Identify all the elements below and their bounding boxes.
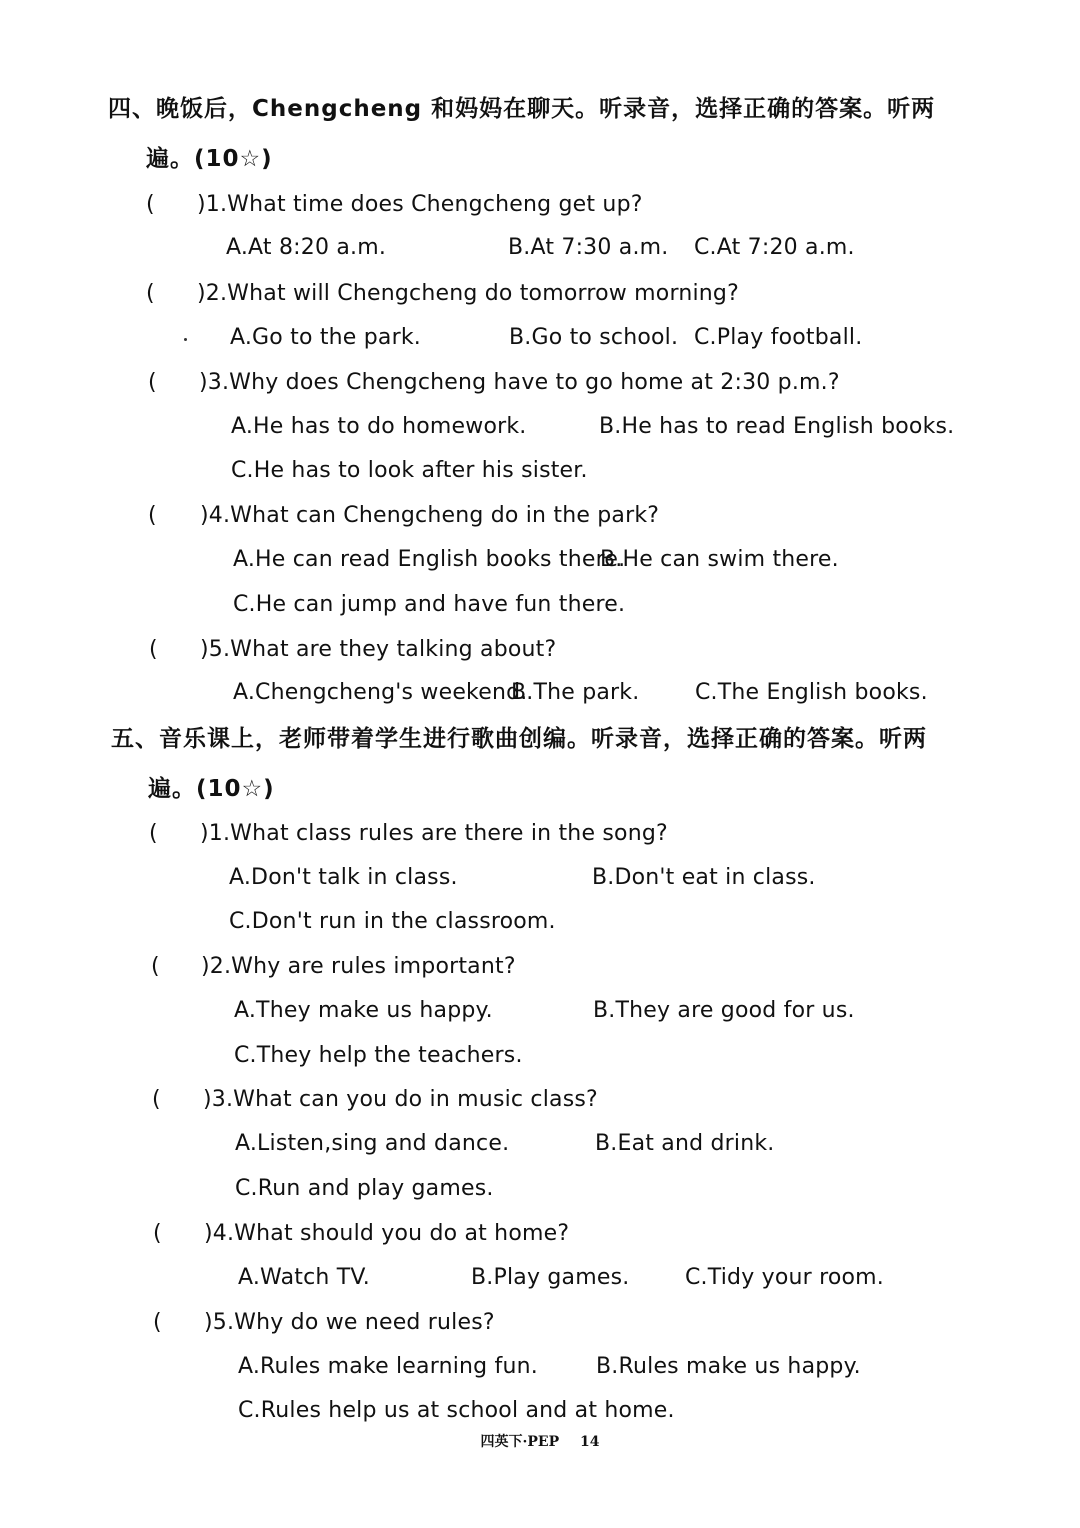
answer-bracket-5-4: ( (153, 1221, 162, 1246)
option-4-5-c: C.The English books. (695, 680, 928, 705)
option-5-5-a: A.Rules make learning fun. (238, 1354, 538, 1379)
section-5-heading-line2: 遍。(10☆) (148, 776, 275, 802)
question-4-1: )1.What time does Chengcheng get up? (197, 192, 643, 217)
section-4-heading-line2: 遍。(10☆) (146, 146, 273, 172)
option-4-2-c: C.Play football. (694, 325, 863, 350)
option-4-3-b: B.He has to read English books. (599, 414, 955, 439)
answer-bracket-5-2: ( (151, 954, 160, 979)
answer-bracket-5-1: ( (149, 821, 158, 846)
stray-dot (184, 338, 187, 341)
page-footer (0, 1432, 1080, 1452)
option-4-4-a: A.He can read English books there. (233, 547, 626, 572)
option-5-4-b: B.Play games. (471, 1265, 630, 1290)
section-4-heading-line1: 四、晚饭后，Chengcheng 和妈妈在聊天。听录音，选择正确的答案。听两 (108, 96, 936, 122)
option-4-1-a: A.At 8:20 a.m. (226, 235, 387, 260)
option-4-5-a: A.Chengcheng's weekend. (233, 680, 528, 705)
footer-book-label: 四英下·PEP (480, 1434, 560, 1450)
question-5-4: )4.What should you do at home? (204, 1221, 570, 1246)
question-4-4: )4.What can Chengcheng do in the park? (200, 503, 660, 528)
option-5-1-b: B.Don't eat in class. (592, 865, 816, 890)
option-5-2-c: C.They help the teachers. (234, 1043, 523, 1068)
option-5-1-a: A.Don't talk in class. (229, 865, 458, 890)
option-4-2-b: B.Go to school. (509, 325, 679, 350)
answer-bracket-4-3: ( (148, 370, 157, 395)
question-5-3: )3.What can you do in music class? (203, 1087, 598, 1112)
option-4-2-a: A.Go to the park. (230, 325, 421, 350)
question-4-5: )5.What are they talking about? (200, 637, 557, 662)
option-5-4-c: C.Tidy your room. (685, 1265, 884, 1290)
option-5-1-c: C.Don't run in the classroom. (229, 909, 556, 934)
question-4-2: )2.What will Chengcheng do tomorrow morning? (197, 281, 739, 306)
question-5-1: )1.What class rules are there in the song? (200, 821, 668, 846)
option-4-1-b: B.At 7:30 a.m. (508, 235, 669, 260)
question-4-3: )3.Why does Chengcheng have to go home at 2:30 p.m.? (199, 370, 840, 395)
option-4-5-b: B.The park. (511, 680, 640, 705)
option-4-4-b: B.He can swim there. (600, 547, 839, 572)
option-5-3-a: A.Listen,sing and dance. (235, 1131, 510, 1156)
answer-bracket-5-5: ( (153, 1310, 162, 1335)
answer-bracket-4-4: ( (148, 503, 157, 528)
option-4-3-a: A.He has to do homework. (231, 414, 527, 439)
option-5-5-b: B.Rules make us happy. (596, 1354, 861, 1379)
option-4-3-c: C.He has to look after his sister. (231, 458, 588, 483)
section-5-heading-line1: 五、音乐课上，老师带着学生进行歌曲创编。听录音，选择正确的答案。听两 (111, 726, 927, 752)
answer-bracket-4-1: ( (146, 192, 155, 217)
answer-bracket-4-5: ( (149, 637, 158, 662)
option-5-3-c: C.Run and play games. (235, 1176, 494, 1201)
option-5-3-b: B.Eat and drink. (595, 1131, 775, 1156)
answer-bracket-5-3: ( (152, 1087, 161, 1112)
option-5-5-c: C.Rules help us at school and at home. (238, 1398, 675, 1423)
option-4-4-c: C.He can jump and have fun there. (233, 592, 626, 617)
option-5-2-b: B.They are good for us. (593, 998, 855, 1023)
answer-bracket-4-2: ( (146, 281, 155, 306)
page-number: 14 (580, 1434, 600, 1450)
option-4-1-c: C.At 7:20 a.m. (694, 235, 855, 260)
option-5-2-a: A.They make us happy. (234, 998, 493, 1023)
option-5-4-a: A.Watch TV. (238, 1265, 370, 1290)
question-5-2: )2.Why are rules important? (201, 954, 516, 979)
question-5-5: )5.Why do we need rules? (204, 1310, 495, 1335)
